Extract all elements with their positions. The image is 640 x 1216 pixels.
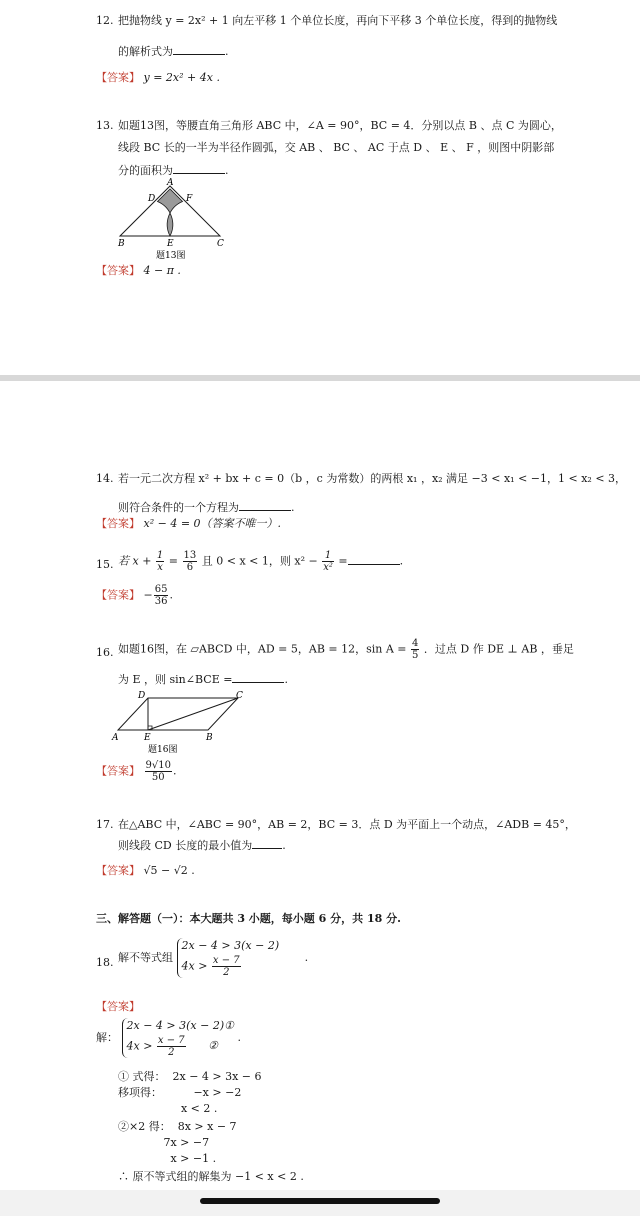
q12-blank bbox=[173, 44, 225, 55]
q13-figure bbox=[110, 176, 230, 264]
q14-text-line2: 则符合条件的一个方程为 . bbox=[118, 501, 295, 514]
q15-frac2: $\frac{13}{6}$ bbox=[183, 550, 197, 573]
q18-solution-system: 解： 2x − 4 > 3(x − 2)① 4x > $\frac{x - 7}{2}$ ② . bbox=[96, 1019, 241, 1058]
q16-label-A: A bbox=[112, 733, 119, 743]
q15-answer: 【答案】 − $\frac{65}{36}$ . bbox=[96, 584, 173, 607]
q18-system: 2x − 4 > 3(x − 2) 4x > $\frac{x - 7}{2}$ bbox=[177, 938, 280, 978]
q12-number: 12. bbox=[96, 14, 114, 27]
q18-step-1: ① 式得： 2x − 4 > 3x − 6 bbox=[118, 1070, 262, 1083]
q18-number: 18. bbox=[96, 956, 114, 969]
q13-text-line1: 如题13图，等腰直角三角形 ABC 中，∠A = 90°，BC = 4．分别以点 B 、点 C 为圆心， bbox=[118, 119, 562, 132]
q17-answer: 【答案】 √5 − √2 . bbox=[96, 864, 195, 877]
q16-answer-frac: $\frac{9√10}{50}$ bbox=[145, 760, 171, 783]
q18-step-7: ∴ 原不等式组的解集为 −1 < x < 2 . bbox=[118, 1170, 304, 1183]
q15-text: 若 x + $\frac{1}{x}$ = $\frac{13}{6}$ 且 0 < x < 1，则 x² − $\frac{1}{\text{x²}}$ = . bbox=[118, 550, 404, 573]
q16-frac: $\frac{4}{5}$ bbox=[412, 638, 419, 661]
page-divider bbox=[0, 375, 640, 381]
q13-label-A: A bbox=[167, 178, 174, 188]
q16-text-line1: 如题16图，在 ▱ABCD 中，AD = 5，AB = 12，sin A = $\frac{4}{5}$ ．过点 D 作 DE ⊥ AB ，垂足 bbox=[118, 638, 574, 661]
q18-step-4: ②×2 得： 8x > x − 7 bbox=[118, 1120, 237, 1133]
q13-answer: 【答案】 4 − π . bbox=[96, 264, 181, 277]
q16-caption: 题16图 bbox=[148, 745, 178, 755]
q18-frac: $\frac{x - 7}{2}$ bbox=[212, 954, 240, 978]
q16-figure bbox=[108, 688, 248, 758]
q17-text-line2: 则线段 CD 长度的最小值为 . bbox=[118, 839, 286, 852]
q14-number: 14. bbox=[96, 472, 114, 485]
q13-label-F: F bbox=[186, 194, 193, 204]
q18-text: 解不等式组 2x − 4 > 3(x − 2) 4x > $\frac{x - 7}{2}$ . bbox=[118, 939, 309, 978]
q13-label-C: C bbox=[217, 239, 224, 249]
q18-answer-tag: 【答案】 bbox=[96, 1000, 140, 1013]
q18-solution-brace: 2x − 4 > 3(x − 2)① 4x > $\frac{x - 7}{2}$ ② bbox=[122, 1018, 234, 1058]
q18-step-2: 移项得： −x > −2 bbox=[118, 1086, 242, 1099]
q13-number: 13. bbox=[96, 119, 114, 132]
q15-frac3: $\frac{1}{\text{x²}}$ bbox=[323, 550, 333, 573]
q13-label-D: D bbox=[148, 194, 156, 204]
home-indicator[interactable] bbox=[200, 1198, 440, 1204]
q13-text-line3: 分的面积为 . bbox=[118, 164, 229, 177]
q12-text-line1: 把抛物线 y = 2x² + 1 向左平移 1 个单位长度，再向下平移 3 个单位长度，得到的抛物线 bbox=[118, 14, 558, 27]
q15-frac1: $\frac{1}{x}$ bbox=[156, 550, 164, 573]
q16-text-line2: 为 E ，则 sin∠BCE = . bbox=[118, 673, 288, 686]
q18-solution-frac: $\frac{x - 7}{2}$ bbox=[157, 1034, 185, 1058]
q13-label-B: B bbox=[118, 239, 125, 249]
q13-blank bbox=[173, 163, 225, 174]
q14-blank bbox=[239, 500, 291, 511]
q16-answer: 【答案】 $\frac{9√10}{50}$ . bbox=[96, 760, 177, 783]
q15-number: 15. bbox=[96, 558, 114, 571]
q13-text-line2: 线段 BC 长的一半为半径作圆弧，交 AB 、 BC 、 AC 于点 D 、 E 、 F ，则图中阴影部 bbox=[118, 141, 555, 154]
q16-label-B: B bbox=[206, 733, 213, 743]
q15-answer-frac: $\frac{65}{36}$ bbox=[154, 584, 168, 607]
q16-number: 16. bbox=[96, 646, 114, 659]
q18-step-5: 7x > −7 bbox=[118, 1136, 210, 1149]
q16-label-D: D bbox=[138, 691, 146, 701]
q13-caption: 题13图 bbox=[156, 251, 186, 261]
q12-answer: 【答案】 y = 2x² + 4x . bbox=[96, 71, 220, 84]
q12-text-line2: 的解析式为 . bbox=[118, 45, 229, 58]
q16-label-E: E bbox=[144, 733, 151, 743]
q13-label-E: E bbox=[167, 239, 174, 249]
q16-blank bbox=[232, 672, 284, 683]
q18-step-3: x < 2 . bbox=[118, 1102, 218, 1115]
q16-parallelogram bbox=[118, 698, 238, 730]
q14-text-line1: 若一元二次方程 x² + bx + c = 0（b ，c 为常数）的两根 x₁ ，x₂ 满足 −3 < x₁ < −1，1 < x₂ < 3， bbox=[118, 472, 627, 485]
q17-number: 17. bbox=[96, 818, 114, 831]
q16-EC bbox=[148, 698, 238, 730]
q16-label-C: C bbox=[236, 691, 243, 701]
q17-blank bbox=[252, 838, 282, 849]
q18-step-6: x > −1 . bbox=[118, 1152, 217, 1165]
q15-blank bbox=[348, 554, 400, 565]
q13-shaded-region bbox=[158, 189, 183, 236]
q17-text-line1: 在△ABC 中，∠ABC = 90°，AB = 2，BC = 3．点 D 为平面上一个动点，∠ADB = 45°， bbox=[118, 818, 576, 831]
q14-answer: 【答案】 x² − 4 = 0（答案不唯一）. bbox=[96, 517, 282, 530]
section3-title: 三、解答题（一）：本大题共 3 小题，每小题 6 分，共 18 分. bbox=[96, 912, 401, 925]
